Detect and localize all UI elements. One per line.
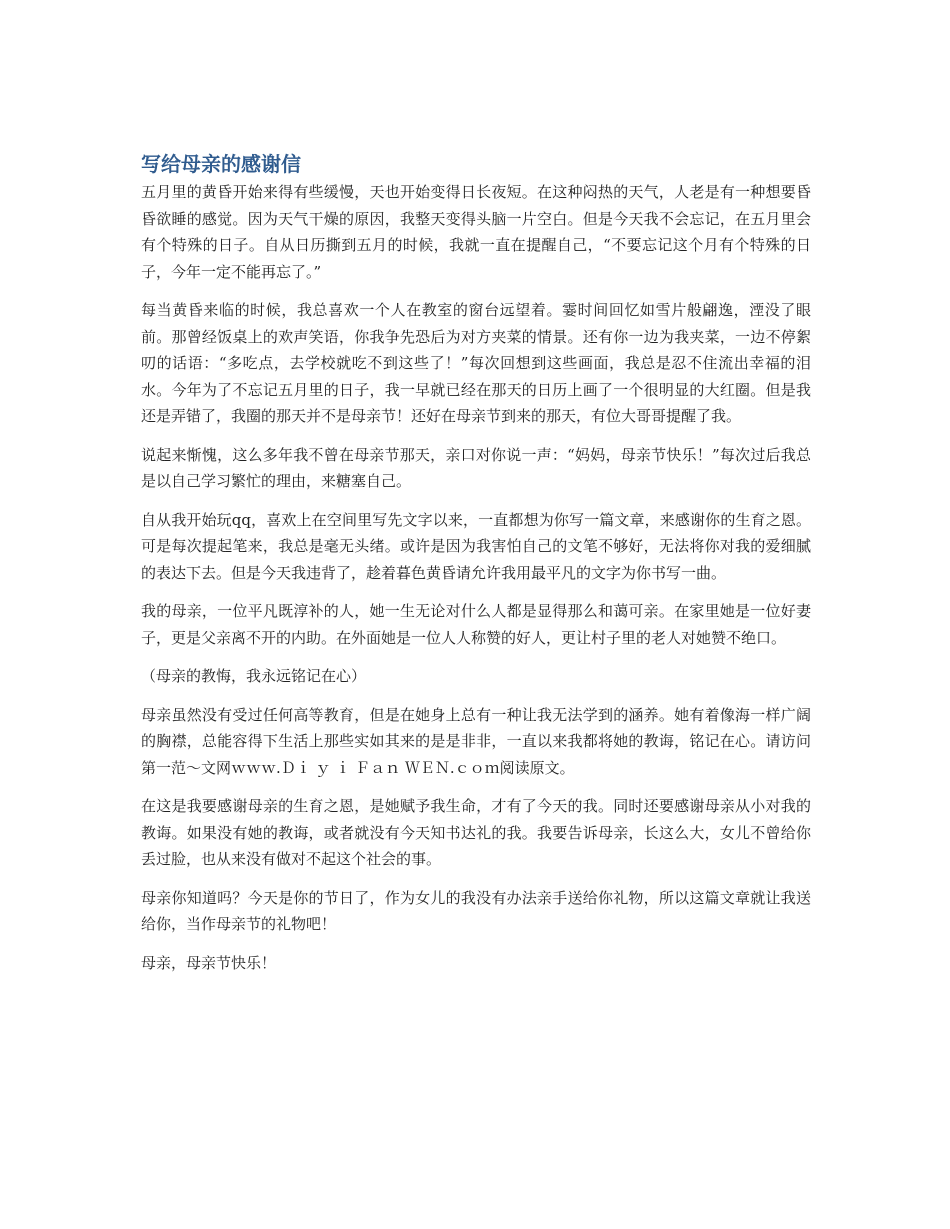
paragraph-5: 我的母亲，一位平凡既淳补的人，她一生无论对什么人都是显得那么和蔼可亲。在家里她是一位好妻子，更是父亲离不开的内助。在外面她是一位人人称赞的好人，更让村子里的老人对她赞不绝口。	[141, 602, 811, 647]
paragraph-1: 五月里的黄昏开始来得有些缓慢，天也开始变得日长夜短。在这种闷热的天气，人老是有一种想要昏昏欲睡的感觉。因为天气干燥的原因，我整天变得头脑一片空白。但是今天我不会忘记，在五月里会有个特殊的日子。自从日历撕到五月的时候，我就一直在提醒自己，“不要忘记这个月有个特殊的日子，今年一定不能再忘了。”	[141, 183, 811, 281]
paragraph-3: 说起来惭愧，这么多年我不曾在母亲节那天，亲口对你说一声：“妈妈，母亲节快乐！”每次过后我总是以自己学习繁忙的理由，来糖塞自己。	[141, 445, 811, 490]
paragraph-4: 自从我开始玩qq，喜欢上在空间里写先文字以来，一直都想为你写一篇文章，来感谢你的生育之恩。可是每次提起笔来，我总是毫无头绪。或许是因为我害怕自己的文笔不够好，无法将你对我的爱细腻的表达下去。但是今天我违背了，趁着暮色黄昏请允许我用最平凡的文字为你书写一曲。	[141, 510, 811, 582]
paragraph-7: 母亲虽然没有受过任何高等教育，但是在她身上总有一种让我无法学到的涵养。她有着像海一样广阔的胸襟，总能容得下生活上那些实如其来的是是非非，一直以来我都将她的教诲，铭记在心。请访问第一范～文网ｗｗｗ.Ｄｉ ｙ ｉ Ｆａｎ ＷＥＮ.ｃｏｍ阅读原文。	[141, 705, 811, 777]
paragraph-8: 在这是我要感谢母亲的生育之恩，是她赋予我生命，才有了今天的我。同时还要感谢母亲从小对我的教诲。如果没有她的教诲，或者就没有今天知书达礼的我。我要告诉母亲，长这么大，女儿不曾给你丢过脸，也从来没有做对不起这个社会的事。	[141, 797, 811, 868]
paragraph-2: 每当黄昏来临的时候，我总喜欢一个人在教室的窗台远望着。霎时间回忆如雪片般翩逸，湮没了眼前。那曾经饭桌上的欢声笑语，你我争先恐后为对方夹菜的情景。还有你一边为我夹菜，一边不停絮叨的话语：“多吃点，去学校就吃不到这些了！”每次回想到这些画面，我总是忍不住流出幸福的泪水。今年为了不忘记五月里的日子，我一早就已经在那天的日历上画了一个很明显的大红圈。但是我还是弄错了，我圈的那天并不是母亲节！还好在母亲节到来的那天，有位大哥哥提醒了我。	[141, 301, 811, 425]
paragraph-6: （母亲的教悔，我永远铭记在心）	[141, 667, 367, 685]
paragraph-9: 母亲你知道吗？今天是你的节日了，作为女儿的我没有办法亲手送给你礼物，所以这篇文章就让我送给你，当作母亲节的礼物吧！	[141, 888, 811, 933]
document-page	[141, 149, 811, 988]
paragraph-10: 母亲，母亲节快乐！	[141, 953, 277, 972]
document-title: 写给母亲的感谢信	[141, 152, 301, 176]
